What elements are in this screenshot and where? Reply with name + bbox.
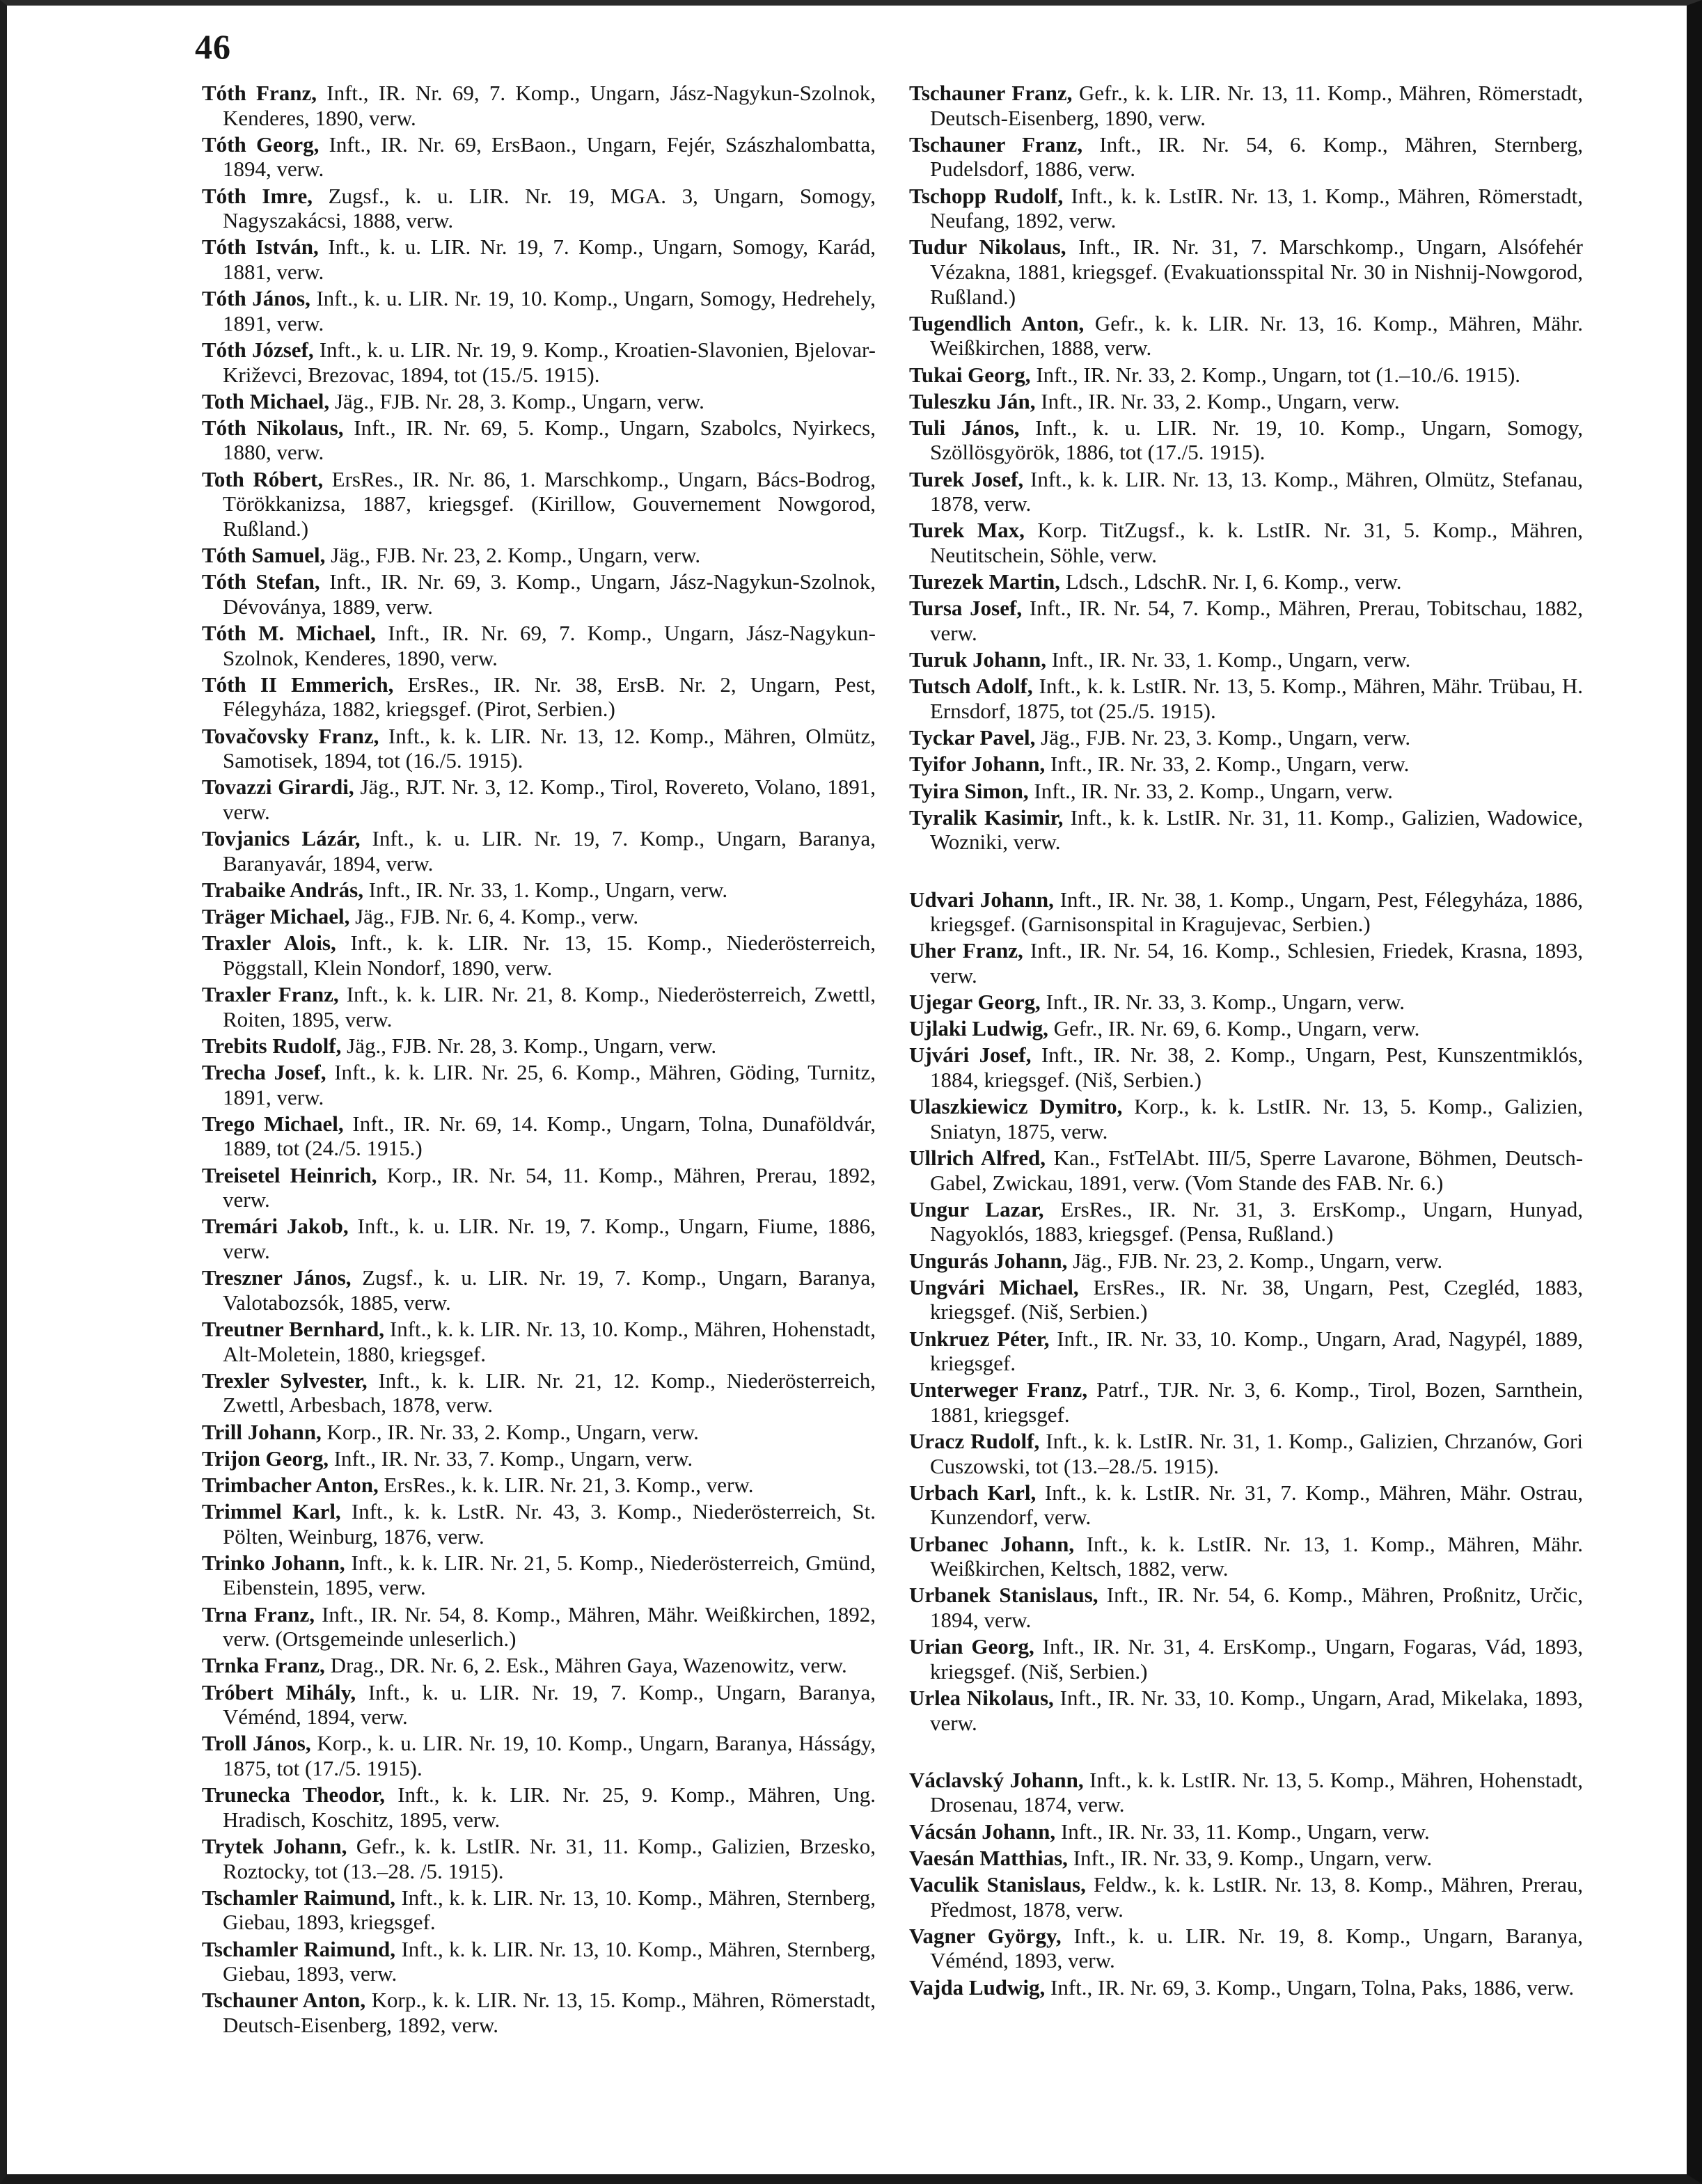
- entry-details: Inft., k. u. LIR. Nr. 19, 10. Komp., Ungarn, Somogy, Hedrehely, 1891, verw.: [223, 286, 876, 335]
- entry-name: Turezek Martin,: [909, 569, 1060, 594]
- entry-details: Jäg., FJB. Nr. 6, 4. Komp., verw.: [349, 904, 639, 929]
- entry-name: Unterweger Franz,: [909, 1377, 1088, 1402]
- entry-name: Tschopp Rudolf,: [909, 183, 1064, 208]
- entry-details: Gefr., k. k. LIR. Nr. 13, 16. Komp., Mähren, Mähr. Weißkirchen, 1888, verw.: [930, 310, 1583, 361]
- entry-details: Inft., IR. Nr. 33, 9. Komp., Ungarn, verw.: [1067, 1845, 1433, 1870]
- page-number: 46: [195, 27, 231, 66]
- section-gap: [909, 857, 1583, 887]
- entry-details: Inft., IR. Nr. 69, ErsBaon., Ungarn, Fejér, Szászhalombatta, 1894, verw.: [223, 132, 876, 182]
- entry-details: Korp., k. u. LIR. Nr. 19, 10. Komp., Ungarn, Baranya, Hásságy, 1875, tot (17./5. 1915).: [223, 1731, 876, 1780]
- entry-details: Gefr., k. k. LIR. Nr. 13, 11. Komp., Mähren, Römerstadt, Deutsch-Eisenberg, 1890, verw.: [930, 81, 1583, 130]
- entry-details: ErsRes., IR. Nr. 31, 3. ErsKomp., Ungarn, Hunyad, Nagyoklós, 1883, kriegsgef. (Pensa, Rußland.): [930, 1196, 1584, 1247]
- register-entry: [909, 132, 1583, 182]
- entry-name: Tyira Simon,: [909, 778, 1029, 803]
- register-entry: [909, 779, 1583, 804]
- register-entry: [909, 1872, 1583, 1922]
- entry-name: Ulaszkiewicz Dymitro,: [909, 1094, 1123, 1119]
- register-entry: [909, 1480, 1583, 1530]
- register-entry: [202, 1551, 876, 1600]
- entry-name: Ungur Lazar,: [909, 1196, 1044, 1221]
- register-entry: [202, 1473, 876, 1498]
- entry-name: Tóth Nikolaus,: [202, 415, 344, 440]
- register-entry: [202, 982, 876, 1031]
- entry-name: Tyckar Pavel,: [909, 725, 1036, 750]
- register-entry: [909, 647, 1583, 672]
- entry-name: Tovačovsky Franz,: [202, 723, 379, 748]
- register-entry: [909, 1975, 1583, 2000]
- entry-name: Trill Johann,: [202, 1419, 322, 1444]
- entry-name: Urbanec Johann,: [909, 1531, 1075, 1556]
- entry-name: Traxler Franz,: [202, 982, 339, 1007]
- entry-details: Inft., IR. Nr. 33, 2. Komp., Ungarn, verw.: [1028, 778, 1393, 803]
- entry-name: Vaculik Stanislaus,: [909, 1872, 1086, 1897]
- register-entry: [909, 1583, 1583, 1632]
- entry-name: Trytek Johann,: [202, 1833, 347, 1858]
- register-entry: [202, 1446, 876, 1471]
- register-entry: [909, 1377, 1583, 1427]
- register-entry: [909, 1094, 1583, 1144]
- entry-details: Zugsf., k. u. LIR. Nr. 19, MGA. 3, Ungarn, Somogy, Nagyszakácsi, 1888, verw.: [223, 183, 876, 233]
- entry-name: Treisetel Heinrich,: [202, 1162, 377, 1187]
- right-column: [909, 81, 1583, 2002]
- entry-name: Ullrich Alfred,: [909, 1146, 1046, 1170]
- register-entry: [909, 805, 1583, 855]
- entry-details: Inft., IR. Nr. 33, 11. Komp., Ungarn, verw.: [1055, 1819, 1430, 1844]
- register-entry: [202, 931, 876, 980]
- entry-name: Treutner Bernhard,: [202, 1316, 384, 1341]
- entry-details: Inft., k. k. LIR. Nr. 13, 15. Komp., Niederösterreich, Pöggstall, Klein Nondorf, 1890, verw.: [223, 931, 876, 980]
- register-entry: [202, 1937, 876, 1986]
- entry-details: Inft., IR. Nr. 33, 2. Komp., Ungarn, verw.: [1035, 388, 1400, 413]
- entry-details: ErsRes., k. k. LIR. Nr. 21, 3. Komp., verw.: [378, 1472, 754, 1497]
- entry-name: Toth Róbert,: [202, 466, 324, 491]
- entry-name: Trijon Georg,: [202, 1446, 329, 1471]
- register-entry: [202, 1782, 876, 1832]
- entry-name: Trebits Rudolf,: [202, 1033, 342, 1058]
- entry-name: Tóth Stefan,: [202, 569, 320, 594]
- entry-details: Ldsch., LdschR. Nr. I, 6. Komp., verw.: [1060, 569, 1402, 594]
- register-entry: [202, 132, 876, 182]
- register-entry: [909, 1327, 1583, 1376]
- entry-name: Vaesán Matthias,: [909, 1845, 1068, 1870]
- entry-name: Tuleszku Ján,: [909, 388, 1036, 413]
- register-entry: [909, 569, 1583, 594]
- entry-details: Gefr., k. k. LstIR. Nr. 31, 11. Komp., Galizien, Brzesko, Roztocky, tot (13.–28. /5. 1915).: [223, 1833, 876, 1883]
- entry-name: Urbanek Stanislaus,: [909, 1583, 1098, 1608]
- entry-name: Trabaike András,: [202, 877, 363, 902]
- register-entry: [909, 1275, 1583, 1324]
- entry-name: Urbach Karl,: [909, 1480, 1037, 1505]
- register-entry: [909, 1924, 1583, 1973]
- entry-details: Inft., k. k. LIR. Nr. 21, 5. Komp., Niederösterreich, Gmünd, Eibenstein, 1895, verw.: [223, 1550, 876, 1600]
- register-entry: [909, 1043, 1583, 1092]
- register-entry: [202, 1034, 876, 1059]
- entry-details: Patrf., TJR. Nr. 3, 6. Komp., Tirol, Bozen, Sarnthein, 1881, kriegsgef.: [930, 1377, 1583, 1427]
- entry-name: Tovjanics Lázár,: [202, 826, 361, 851]
- register-entry: [909, 938, 1583, 988]
- entry-name: Unkruez Péter,: [909, 1326, 1050, 1351]
- entry-details: Inft., k. k. LIR. Nr. 13, 13. Komp., Mähren, Olmütz, Stefanau, 1878, verw.: [930, 466, 1583, 516]
- register-entry: [909, 311, 1583, 361]
- register-entry: [909, 416, 1583, 465]
- register-entry: [909, 1146, 1583, 1195]
- entry-details: Inft., k. k. LIR. Nr. 13, 10. Komp., Mähren, Sternberg, Giebau, 1893, kriegsgef.: [223, 1885, 876, 1935]
- entry-details: Inft., IR. Nr. 54, 7. Komp., Mähren, Prerau, Tobitschau, 1882, verw.: [930, 596, 1583, 645]
- entry-details: Korp. TitZugsf., k. k. LstIR. Nr. 31, 5. Komp., Mähren, Neutitschein, Söhle, verw.: [930, 518, 1583, 568]
- entry-name: Turuk Johann,: [909, 647, 1047, 672]
- entry-details: Inft., IR. Nr. 33, 1. Komp., Ungarn, verw.: [363, 877, 728, 902]
- entry-name: Václavský Johann,: [909, 1767, 1084, 1792]
- register-entry: [202, 1653, 876, 1678]
- register-entry: [909, 81, 1583, 130]
- entry-details: Inft., IR. Nr. 31, 4. ErsKomp., Ungarn, Fogaras, Vád, 1893, kriegsgef. (Niš, Serbien.): [930, 1634, 1583, 1684]
- register-entry: [202, 569, 876, 619]
- entry-details: Inft., IR. Nr. 33, 1. Komp., Ungarn, verw.: [1046, 647, 1411, 672]
- entry-details: Inft., IR. Nr. 54, 16. Komp., Schlesien, Friedek, Krasna, 1893, verw.: [930, 938, 1583, 988]
- entry-name: Tutsch Adolf,: [909, 674, 1033, 699]
- entry-details: Korp., IR. Nr. 33, 2. Komp., Ungarn, verw.: [321, 1419, 699, 1444]
- register-entry: [202, 1602, 876, 1652]
- entry-name: Tschamler Raimund,: [202, 1885, 396, 1910]
- register-entry: [202, 1420, 876, 1445]
- entry-name: Tovazzi Girardi,: [202, 775, 354, 800]
- entry-details: Inft., k. k. LIR. Nr. 13, 10. Komp., Mähren, Sternberg, Giebau, 1893, verw.: [223, 1936, 876, 1986]
- entry-name: Uracz Rudolf,: [909, 1429, 1040, 1454]
- entry-details: Inft., k. k. LstIR. Nr. 13, 1. Komp., Mähren, Mähr. Weißkirchen, Keltsch, 1882, verw.: [930, 1531, 1583, 1581]
- register-entry: [202, 878, 876, 903]
- entry-name: Urlea Nikolaus,: [909, 1686, 1054, 1710]
- register-entry: [202, 1731, 876, 1780]
- entry-details: Inft., k. u. LIR. Nr. 19, 7. Komp., Ungarn, Fiume, 1886, verw.: [223, 1214, 876, 1263]
- entry-details: Inft., IR. Nr. 38, 1. Komp., Ungarn, Pest, Félegyháza, 1886, kriegsgef. (Garnisonspital in Kragujevac, Serbien.): [930, 887, 1583, 937]
- entry-name: Ujlaki Ludwig,: [909, 1016, 1048, 1041]
- entry-details: Inft., k. u. LIR. Nr. 19, 7. Komp., Ungarn, Baranya, Baranyavár, 1894, verw.: [223, 826, 876, 876]
- left-column: [202, 81, 876, 2039]
- entry-details: Inft., IR. Nr. 33, 2. Komp., Ungarn, verw.: [1045, 752, 1410, 777]
- entry-name: Ungvári Michael,: [909, 1274, 1079, 1299]
- entry-details: Inft., k. u. LIR. Nr. 19, 9. Komp., Kroatien-Slavonien, Bjelovar-Križevci, Brezovac, 1894, tot (15./5. 1915).: [223, 337, 876, 387]
- entry-name: Troll János,: [202, 1731, 311, 1756]
- entry-name: Vagner György,: [909, 1923, 1062, 1948]
- entry-name: Trexler Sylvester,: [202, 1368, 368, 1393]
- register-entry: [909, 1846, 1583, 1871]
- register-entry: [909, 725, 1583, 750]
- entry-details: Inft., IR. Nr. 31, 7. Marschkomp., Ungarn, Alsófehér Vézakna, 1881, kriegsgef. (Evakuationsspital Nr. 30 in Nishnij-Nowgorod, Rußland.): [930, 235, 1583, 309]
- entry-name: Tugendlich Anton,: [909, 310, 1085, 335]
- entry-details: Inft., IR. Nr. 69, 14. Komp., Ungarn, Tolna, Dunaföldvár, 1889, tot (24./5. 1915.): [223, 1111, 876, 1161]
- entry-details: Inft., k. u. LIR. Nr. 19, 7. Komp., Ungarn, Somogy, Karád, 1881, verw.: [223, 235, 876, 284]
- entry-details: ErsRes., IR. Nr. 86, 1. Marschkomp., Ungarn, Bács-Bodrog, Törökkanizsa, 1887, kriegsgef. (Kirillow, Gouvernement Nowgorod, Rußland.): [223, 466, 876, 541]
- register-entry: [909, 752, 1583, 777]
- entry-name: Tóth M. Michael,: [202, 621, 376, 645]
- entry-details: ErsRes., IR. Nr. 38, ErsB. Nr. 2, Ungarn, Pest, Félegyháza, 1882, kriegsgef. (Pirot, Serbien.): [223, 672, 876, 722]
- register-entry: [202, 389, 876, 414]
- register-entry: [202, 621, 876, 670]
- entry-details: Inft., IR. Nr. 33, 3. Komp., Ungarn, verw.: [1040, 990, 1405, 1015]
- entry-details: Inft., k. k. LIR. Nr. 13, 12. Komp., Mähren, Olmütz, Samotisek, 1894, tot (16./5. 1915).: [223, 723, 876, 773]
- entry-details: Inft., k. k. LIR. Nr. 21, 8. Komp., Niederösterreich, Zwettl, Roiten, 1895, verw.: [223, 982, 876, 1031]
- entry-details: Kan., FstTelAbt. III/5, Sperre Lavarone, Böhmen, Deutsch-Gabel, Zwickau, 1891, verw. (Vom Stande des FAB. Nr. 6.): [930, 1146, 1584, 1195]
- register-entry: [202, 235, 876, 284]
- register-entry: [202, 724, 876, 773]
- entry-details: Jäg., RJT. Nr. 3, 12. Komp., Tirol, Rovereto, Volano, 1891, verw.: [223, 775, 876, 824]
- entry-details: Inft., k. k. LstIR. Nr. 31, 11. Komp., Galizien, Wadowice, Wozniki, verw.: [930, 805, 1583, 855]
- entry-details: Inft., k. u. LIR. Nr. 19, 8. Komp., Ungarn, Baranya, Véménd, 1893, verw.: [930, 1923, 1583, 1973]
- register-entry: [202, 1060, 876, 1109]
- entry-details: Inft., k. k. LstIR. Nr. 31, 1. Komp., Galizien, Chrzanów, Gori Cuszowski, tot (13.–28./5. 1915).: [930, 1429, 1583, 1478]
- entry-details: Inft., k. u. LIR. Nr. 19, 10. Komp., Ungarn, Somogy, Szöllösgyörök, 1886, tot (17./5. 1915).: [930, 415, 1583, 465]
- entry-name: Tóth Franz,: [202, 81, 317, 105]
- register-entry: [202, 1834, 876, 1883]
- entry-details: Inft., IR. Nr. 33, 2. Komp., Ungarn, tot (1.–10./6. 1915).: [1030, 362, 1521, 387]
- entry-name: Trecha Josef,: [202, 1060, 326, 1085]
- register-entry: [202, 184, 876, 233]
- entry-details: Zugsf., k. u. LIR. Nr. 19, 7. Komp., Ungarn, Baranya, Valotabozsók, 1885, verw.: [223, 1265, 876, 1315]
- entry-name: Toth Michael,: [202, 388, 330, 413]
- register-entry: [909, 1768, 1583, 1817]
- entry-details: Inft., IR. Nr. 54, 8. Komp., Mähren, Mähr. Weißkirchen, 1892, verw. (Ortsgemeinde unleserlich.): [223, 1601, 876, 1652]
- register-entry: [202, 1988, 876, 2037]
- entry-name: Trna Franz,: [202, 1601, 315, 1627]
- entry-details: Inft., IR. Nr. 69, 5. Komp., Ungarn, Szabolcs, Nyirkecs, 1880, verw.: [223, 415, 876, 465]
- register-entry: [202, 1214, 876, 1263]
- entry-details: ErsRes., IR. Nr. 38, Ungarn, Pest, Czegléd, 1883, kriegsgef. (Niš, Serbien.): [930, 1274, 1583, 1324]
- register-entry: [202, 1499, 876, 1549]
- register-entry: [909, 674, 1583, 723]
- entry-details: Inft., k. k. LIR. Nr. 13, 10. Komp., Mähren, Hohenstadt, Alt-Moletein, 1880, kriegsgef.: [223, 1316, 876, 1366]
- entry-name: Tóth Samuel,: [202, 543, 326, 568]
- entry-name: Vajda Ludwig,: [909, 1975, 1046, 2000]
- entry-details: Korp., k. k. LIR. Nr. 13, 15. Komp., Mähren, Römerstadt, Deutsch-Eisenberg, 1892, verw.: [223, 1988, 876, 2037]
- register-entry: [909, 887, 1583, 937]
- register-entry: [202, 1163, 876, 1212]
- entry-name: Trimbacher Anton,: [202, 1472, 379, 1497]
- entry-details: Inft., IR. Nr. 33, 7. Komp., Ungarn, verw.: [328, 1446, 693, 1471]
- entry-details: Drag., DR. Nr. 6, 2. Esk., Mähren Gaya, Wazenowitz, verw.: [324, 1653, 847, 1678]
- entry-name: Turek Max,: [909, 518, 1025, 543]
- entry-name: Trinko Johann,: [202, 1550, 345, 1575]
- entry-details: Jäg., FJB. Nr. 23, 2. Komp., Ungarn, verw.: [1067, 1248, 1443, 1273]
- register-entry: [909, 235, 1583, 309]
- entry-name: Trego Michael,: [202, 1111, 344, 1136]
- entry-details: Inft., IR. Nr. 33, 10. Komp., Ungarn, Arad, Nagypél, 1889, kriegsgef.: [930, 1326, 1583, 1376]
- entry-name: Tóth II Emmerich,: [202, 672, 394, 697]
- register-entry: [202, 1680, 876, 1730]
- entry-details: Inft., k. k. LIR. Nr. 21, 12. Komp., Niederösterreich, Zwettl, Arbesbach, 1878, verw.: [223, 1368, 876, 1418]
- entry-name: Uher Franz,: [909, 938, 1023, 963]
- entry-name: Tyifor Johann,: [909, 752, 1046, 777]
- register-entry: [202, 338, 876, 387]
- register-entry: [909, 596, 1583, 645]
- register-entry: [202, 416, 876, 465]
- entry-name: Tóth Imre,: [202, 183, 313, 208]
- register-entry: [202, 672, 876, 722]
- entry-name: Tóth János,: [202, 286, 310, 311]
- entry-name: Trunecka Theodor,: [202, 1782, 386, 1807]
- entry-details: Korp., k. k. LstIR. Nr. 13, 5. Komp., Galizien, Sniatyn, 1875, verw.: [930, 1094, 1583, 1144]
- entry-details: Inft., IR. Nr. 69, 7. Komp., Ungarn, Jász-Nagykun-Szolnok, Kenderes, 1890, verw.: [223, 621, 876, 670]
- register-entry: [909, 1249, 1583, 1274]
- register-entry: [202, 904, 876, 929]
- entry-details: Inft., IR. Nr. 38, 2. Komp., Ungarn, Pest, Kunszentmiklós, 1884, kriegsgef. (Niš, Serbien.): [930, 1043, 1583, 1093]
- entry-name: Tóth József,: [202, 337, 314, 362]
- entry-details: Jäg., FJB. Nr. 23, 2. Komp., Ungarn, verw.: [325, 543, 701, 568]
- entry-name: Tukai Georg,: [909, 362, 1031, 387]
- register-entry: [202, 467, 876, 541]
- entry-name: Tschauner Franz,: [909, 81, 1073, 105]
- entry-details: Inft., k. k. LstIR. Nr. 13, 1. Komp., Mähren, Römerstadt, Neufang, 1892, verw.: [930, 183, 1584, 233]
- entry-name: Tursa Josef,: [909, 596, 1023, 621]
- register-entry: [202, 1111, 876, 1161]
- entry-name: Treszner János,: [202, 1265, 352, 1290]
- entry-details: Inft., k. k. LIR. Nr. 25, 6. Komp., Mähren, Göding, Turnitz, 1891, verw.: [223, 1060, 876, 1109]
- entry-name: Ujvári Josef,: [909, 1043, 1032, 1068]
- register-entry: [909, 518, 1583, 567]
- register-entry: [909, 389, 1583, 414]
- register-entry: [202, 81, 876, 130]
- entry-details: Inft., k. k. LstR. Nr. 43, 3. Komp., Niederösterreich, St. Pölten, Weinburg, 1876, verw.: [223, 1499, 876, 1549]
- entry-details: Inft., IR. Nr. 54, 6. Komp., Mähren, Proßnitz, Určic, 1894, verw.: [930, 1583, 1584, 1633]
- entry-details: Inft., IR. Nr. 33, 10. Komp., Ungarn, Arad, Mikelaka, 1893, verw.: [930, 1686, 1583, 1735]
- entry-name: Tschauner Anton,: [202, 1988, 366, 2013]
- entry-details: Inft., IR. Nr. 54, 6. Komp., Mähren, Sternberg, Pudelsdorf, 1886, verw.: [930, 132, 1584, 182]
- entry-details: Inft., k. k. LIR. Nr. 25, 9. Komp., Mähren, Ung. Hradisch, Koschitz, 1895, verw.: [223, 1782, 876, 1832]
- entry-name: Tschauner Franz,: [909, 132, 1083, 157]
- entry-name: Träger Michael,: [202, 904, 350, 929]
- entry-name: Tschamler Raimund,: [202, 1936, 396, 1961]
- register-entry: [909, 1429, 1583, 1478]
- register-entry: [909, 1686, 1583, 1735]
- entry-name: Tyralik Kasimir,: [909, 805, 1064, 830]
- entry-name: Trimmel Karl,: [202, 1499, 341, 1524]
- register-entry: [202, 1265, 876, 1315]
- entry-details: Inft., k. k. LstIR. Nr. 13, 5. Komp., Mähren, Hohenstadt, Drosenau, 1874, verw.: [930, 1767, 1583, 1817]
- entry-details: Korp., IR. Nr. 54, 11. Komp., Mähren, Prerau, 1892, verw.: [223, 1162, 876, 1212]
- entry-name: Traxler Alois,: [202, 931, 336, 956]
- register-entry: [909, 1819, 1583, 1844]
- entry-name: Tuli János,: [909, 415, 1020, 440]
- entry-name: Tudur Nikolaus,: [909, 235, 1066, 260]
- register-entry: [909, 1634, 1583, 1684]
- entry-details: Jäg., FJB. Nr. 28, 3. Komp., Ungarn, verw.: [341, 1033, 717, 1058]
- entry-details: Inft., IR. Nr. 69, 3. Komp., Ungarn, Jász-Nagykun-Szolnok, Dévoványa, 1889, verw.: [223, 569, 876, 619]
- entry-name: Tremári Jakob,: [202, 1214, 349, 1239]
- entry-details: Jäg., FJB. Nr. 28, 3. Komp., Ungarn, verw.: [329, 388, 704, 413]
- entry-details: Jäg., FJB. Nr. 23, 3. Komp., Ungarn, verw.: [1035, 725, 1411, 750]
- register-entry: [909, 1197, 1583, 1247]
- entry-name: Vácsán Johann,: [909, 1819, 1056, 1844]
- entry-name: Udvari Johann,: [909, 887, 1054, 912]
- entry-details: Inft., IR. Nr. 69, 3. Komp., Ungarn, Tolna, Paks, 1886, verw.: [1045, 1975, 1575, 2000]
- register-entry: [202, 1368, 876, 1418]
- register-entry: [909, 467, 1583, 516]
- section-gap: [909, 1737, 1583, 1768]
- entry-details: Inft., k. u. LIR. Nr. 19, 7. Komp., Ungarn, Baranya, Véménd, 1894, verw.: [223, 1679, 876, 1730]
- entry-name: Trnka Franz,: [202, 1653, 325, 1678]
- register-entry: [202, 1885, 876, 1935]
- register-entry: [202, 286, 876, 335]
- entry-name: Tróbert Mihály,: [202, 1679, 356, 1704]
- entry-details: Gefr., IR. Nr. 69, 6. Komp., Ungarn, verw.: [1048, 1016, 1420, 1041]
- register-entry: [909, 990, 1583, 1015]
- register-entry: [909, 363, 1583, 388]
- entry-details: Feldw., k. k. LstIR. Nr. 13, 8. Komp., Mähren, Prerau, Předmost, 1878, verw.: [930, 1872, 1583, 1922]
- register-entry: [202, 775, 876, 824]
- entry-details: Inft., k. k. LstIR. Nr. 13, 5. Komp., Mähren, Mähr. Trübau, H. Ernsdorf, 1875, tot (25./5. 1915).: [930, 674, 1583, 723]
- entry-name: Urian Georg,: [909, 1634, 1034, 1659]
- entry-name: Tóth Georg,: [202, 132, 320, 157]
- entry-name: Ungurás Johann,: [909, 1248, 1068, 1273]
- register-entry: [909, 184, 1583, 233]
- register-entry: [202, 1317, 876, 1366]
- entry-name: Tóth István,: [202, 235, 319, 260]
- register-entry: [909, 1532, 1583, 1581]
- entry-name: Ujegar Georg,: [909, 990, 1041, 1015]
- register-entry: [202, 826, 876, 876]
- entry-details: Inft., k. k. LstIR. Nr. 31, 7. Komp., Mähren, Mähr. Ostrau, Kunzendorf, verw.: [930, 1480, 1583, 1530]
- register-entry: [202, 543, 876, 568]
- register-entry: [909, 1016, 1583, 1041]
- entry-details: Inft., IR. Nr. 69, 7. Komp., Ungarn, Jász-Nagykun-Szolnok, Kenderes, 1890, verw.: [223, 81, 876, 130]
- entry-name: Turek Josef,: [909, 466, 1024, 491]
